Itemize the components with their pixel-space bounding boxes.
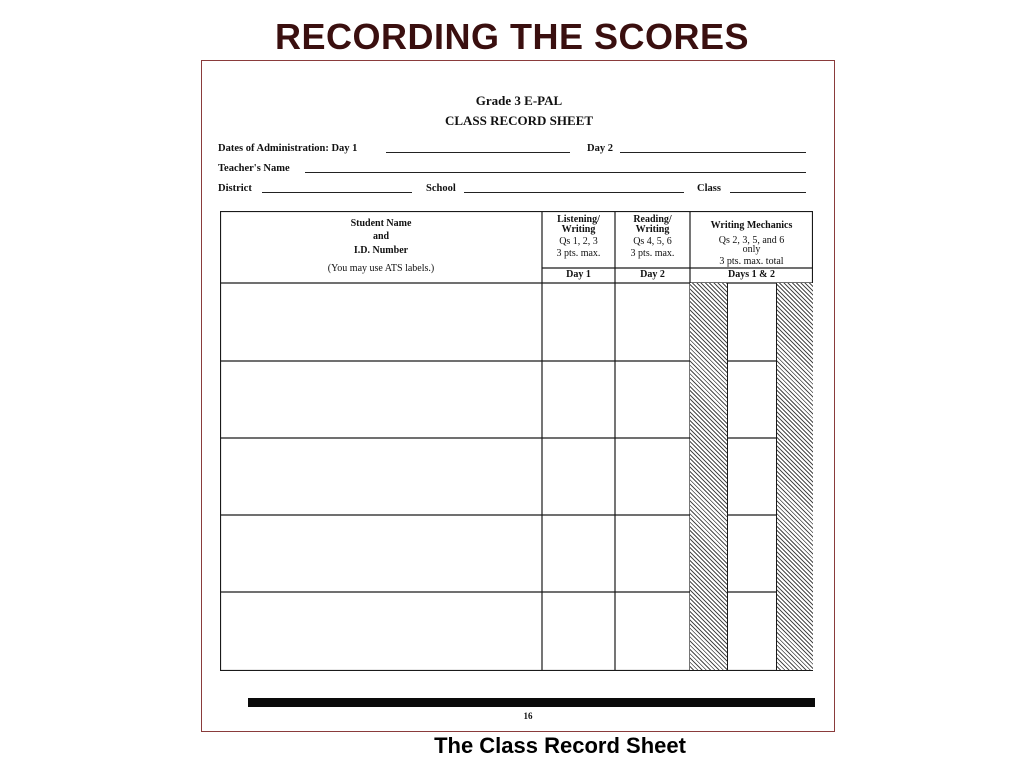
score-table [220, 211, 813, 671]
teacher-label: Teacher's Name [218, 163, 290, 174]
dates-label: Dates of Administration: Day 1 [218, 143, 358, 154]
record-sheet-image [201, 60, 835, 732]
slide-caption: The Class Record Sheet [434, 733, 686, 758]
listening-header-max: 3 pts. max. [556, 248, 601, 259]
district-label: District [218, 183, 252, 194]
class-label: Class [697, 183, 721, 194]
day2-blank [620, 152, 806, 153]
class-blank [730, 192, 806, 193]
reading-header-title2: Writing [635, 224, 670, 235]
day1-blank [386, 152, 570, 153]
student-header-line3: I.D. Number [353, 245, 409, 256]
sheet-title: CLASS RECORD SHEET [444, 113, 594, 128]
reading-header-qs: Qs 4, 5, 6 [633, 236, 672, 247]
listening-header-qs: Qs 1, 2, 3 [559, 236, 598, 247]
reading-header-day: Day 2 [640, 269, 665, 280]
mechanics-header-qs2: only [742, 244, 761, 255]
listening-header-day: Day 1 [566, 269, 591, 280]
student-header-line2: and [372, 231, 390, 242]
mechanics-header-day: Days 1 & 2 [728, 269, 775, 280]
student-header-line1: Student Name [350, 218, 412, 229]
listening-header-title2: Writing [561, 224, 596, 235]
day2-label: Day 2 [587, 143, 613, 154]
page-number: 16 [523, 711, 533, 721]
school-blank [464, 192, 684, 193]
mechanics-header-max: 3 pts. max. total [719, 256, 784, 267]
district-blank [262, 192, 412, 193]
teacher-blank [305, 172, 806, 173]
mechanics-hatch-left [690, 283, 728, 670]
slide-title: RECORDING THE SCORES [274, 16, 750, 57]
student-header-note: (You may use ATS labels.) [327, 263, 435, 274]
footer-bar [248, 698, 815, 707]
reading-header-title1: Reading/ [633, 214, 672, 225]
listening-header-title1: Listening/ [557, 214, 600, 225]
reading-header-max: 3 pts. max. [630, 248, 675, 259]
grade-title: Grade 3 E-PAL [475, 93, 563, 108]
mechanics-hatch-right [776, 283, 813, 670]
mechanics-header-title: Writing Mechanics [710, 220, 793, 231]
mechanics-header-qs1: Qs 2, 3, 5, and 6 [718, 235, 785, 246]
school-label: School [426, 183, 456, 194]
